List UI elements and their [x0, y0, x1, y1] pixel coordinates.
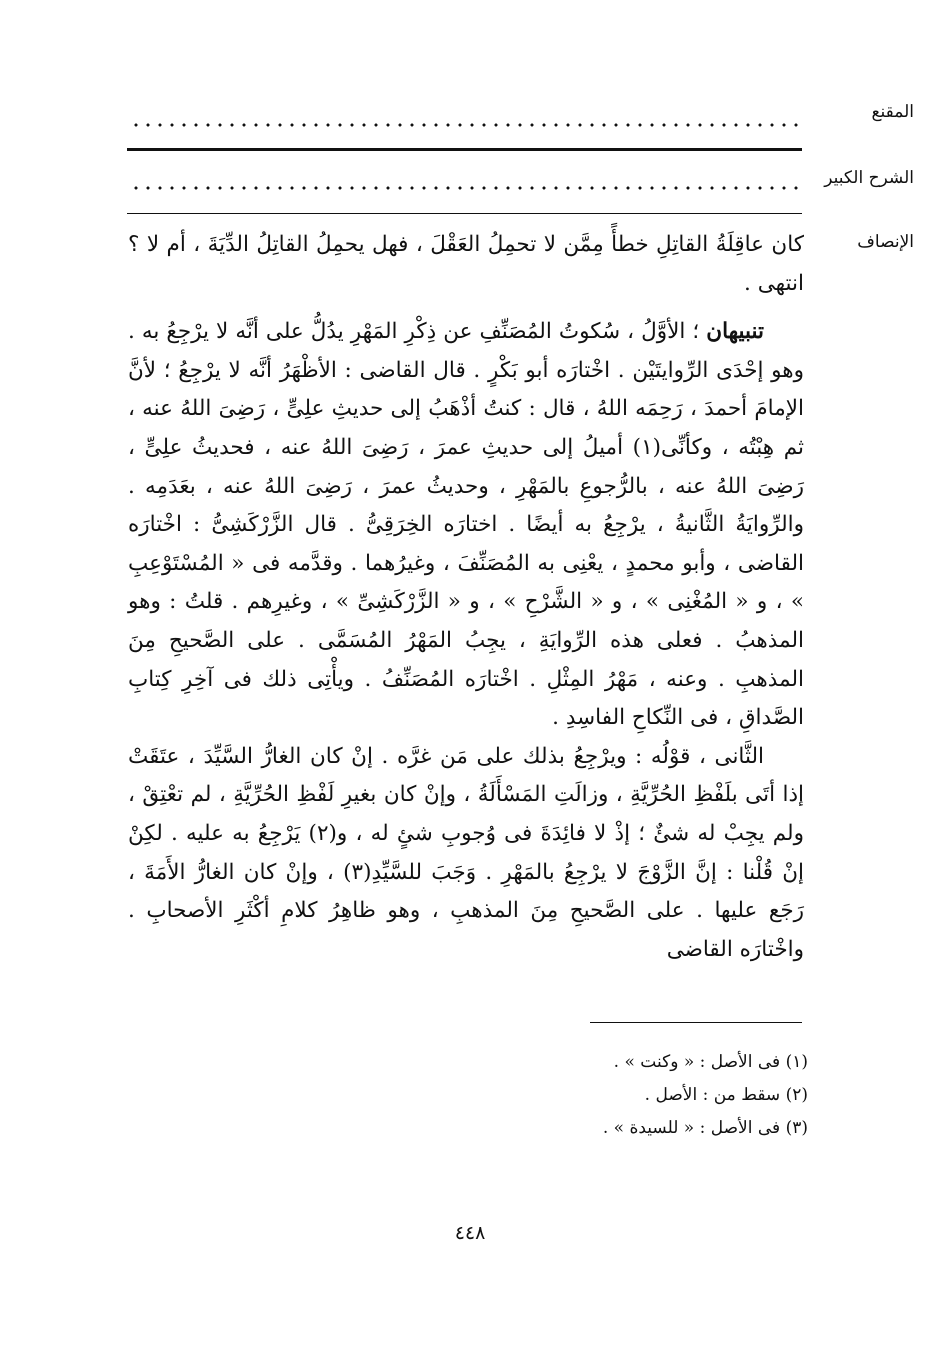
- page-number: ٤٤٨: [454, 1222, 486, 1244]
- footnote-divider: [590, 1022, 802, 1023]
- label-insaf: الإنصاف: [857, 232, 914, 252]
- muqni-dotted-line: [130, 123, 800, 127]
- second-note-paragraph: الثَّانى ، قوْلُه : ويرْجِعُ بذلك على مَن غرَّه . إنْ كان الغارُّ السَّيِّدَ ، عتَقَتْ إذا أتَى بلَفْظِ الحُرِّيَّةِ ، وزالَتِ المَسْأَلَةُ ، وإنْ كان بغيرِ لَفْظِ الحُرِّيَّةِ ، لم تعْتِقْ ، ولم يجِبْ له شئٌ ؛ إذْ لا فائِدَةَ فى وُجوبِ شئٍ له ، و(٢) يَرْجِعُ به عليه . لكِنْ إنْ قُلْنا : إنَّ الزَّوْجَ لا يرْجِعُ بالمَهْرِ . وَجَبَ للسَّيِّدِ(٣) ، وإنْ كان الغارُّ الأَمَةَ ، رَجَع عليها . على الصَّحيحِ مِنَ المذهبِ ، وهو ظاهِرُ كلامِ أكْثَرِ الأصحابِ . واخْتارَه القاضى: [128, 743, 804, 962]
- section-divider: [127, 148, 802, 151]
- main-text: [128, 226, 804, 969]
- first-note-text: ؛ الأوَّلُ ، سُكوتُ المُصَنِّفِ عن ذِكْرِ المَهْرِ يدُلُّ على أنَّه لا يرْجِعُ به . وهو إحْدَى الرِّوايتَيْن . اخْتارَه أبو بَكْرٍ . قال القاضى : الأظْهَرُ أنَّه لا يرْجِعُ ؛ لأنَّ الإمامَ أحمدَ ، رَحِمَه اللهُ ، قال : كنتُ أذْهَبُ إلى حديثِ علِىٍّ ، رَضِىَ اللهُ عنه ، ثم هِبْتُه ، وكأنِّى(١) أميلُ إلى حديثِ عمرَ ، رَضِىَ اللهُ عنه ، فحديثُ علِىٍّ ، رَضِىَ اللهُ عنه ، بالرُّجوعِ بالمَهْرِ ، وحديثُ عمرَ ، رَضِىَ اللهُ عنه ، بعَدَمِه . والرِّوايَةُ الثَّانيةُ ، يرْجِعُ به أيضًا . اختارَه الخِرَقِىُّ . قال الزَّرْكَشِىُّ : اخْتارَه القاضى ، وأبو محمدٍ ، يعْنِى به المُصَنِّفَ ، وغيرُهما . وقدَّمه فى « المُسْتَوْعِبِ » ، و « المُغْنِى » ، و « الشَّرْحِ » ، و « الزَّرْكَشِىِّ » ، وغيرِهم . قلتُ : وهو المذهبُ . فعلى هذه الرِّوايَةِ ، يجِبُ المَهْرُ المُسَمَّى . على الصَّحيحِ مِنَ المذهبِ . وعنه ، مَهْرُ المِثْلِ . اخْتارَه المُصَنِّفُ . ويأْتِى ذلك فى آخِرِ كِتابِ الصَّداقِ ، فى النِّكاحِ الفاسِدِ .: [128, 319, 805, 731]
- footnote-1: (١) فى الأصل : « وكنت » .: [613, 1052, 808, 1072]
- first-note-paragraph: [128, 313, 804, 738]
- label-muqni: المقنع: [871, 102, 914, 122]
- label-sharh: الشرح الكبير: [824, 168, 914, 188]
- footnote-3: (٣) فى الأصل : « للسيدة » .: [602, 1118, 808, 1138]
- footnote-2: (٢) سقط من : الأصل .: [644, 1085, 808, 1105]
- sharh-dotted-line: [130, 186, 800, 190]
- section-divider-thin: [127, 213, 802, 214]
- heading-tanbihan: تنبيهان: [706, 319, 764, 345]
- intro-paragraph: كان عاقِلَةُ القاتِلِ خطأً مِمَّن لا تحمِلُ العَقْلَ ، فهل يحمِلُ القاتِلُ الدِّيَةَ ، أم لا ؟ انتهى .: [128, 232, 804, 296]
- footnotes: [603, 1046, 808, 1145]
